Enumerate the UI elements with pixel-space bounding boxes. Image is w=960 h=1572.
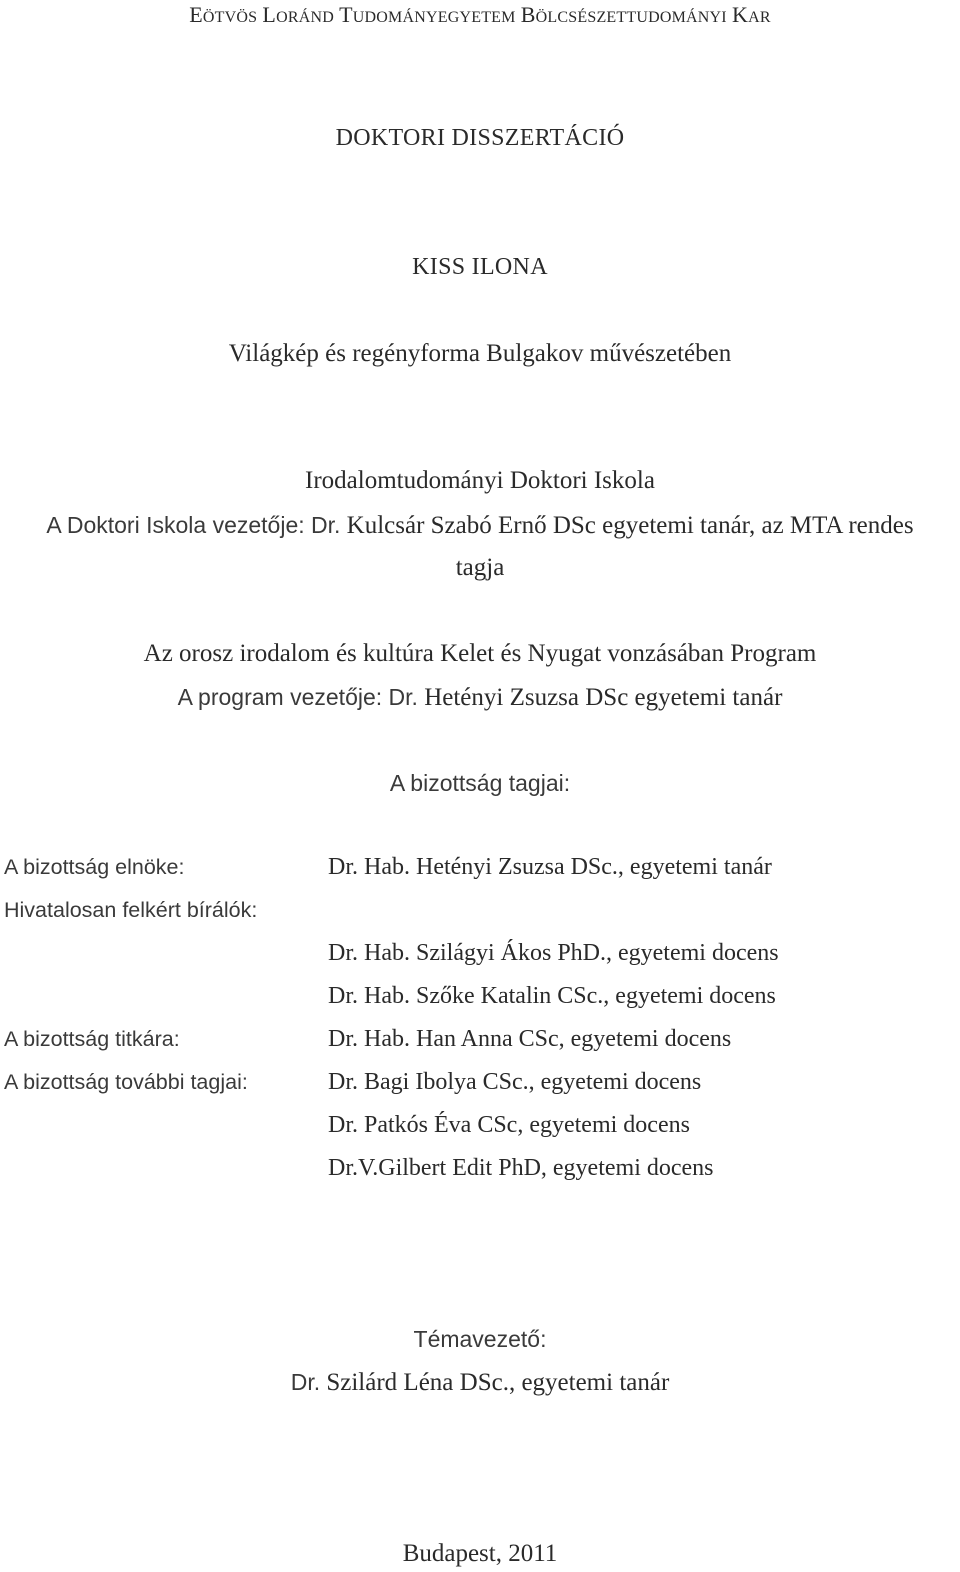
supervisor-name-prefix: Dr. [290,1369,321,1395]
program-leader-prefix: A program vezetője: Dr. [177,684,418,710]
program-name: Az orosz irodalom és kultúra Kelet és Nyugat vonzásában Program [143,640,817,667]
committee-member: Dr. Hab. Szilágyi Ákos PhD., egyetemi docens [328,940,779,966]
supervisor-label: Témavezető: [413,1326,547,1352]
doctoral-school-leader-prefix: A Doktori Iskola vezetője: Dr. [46,512,341,538]
place-and-date: Budapest, 2011 [402,1540,558,1567]
supervisor-name [0,1367,960,1398]
program-leader [0,682,960,713]
document-type: DOKTORI DISSZERTÁCIÓ [335,125,625,151]
committee-role-reviewers: Hivatalosan felkért bírálók: [4,898,258,922]
author-name: KISS ILONA [412,254,548,280]
faculty-header [0,0,960,33]
doctoral-school-leader-name: Kulcsár Szabó Ernő DSc egyetemi tanár, az MTA rendes [346,512,914,539]
program-leader-name: Hetényi Zsuzsa DSc egyetemi tanár [424,684,783,711]
faculty-word: BÖLCSÉSZETTUDOMÁNYI [520,2,727,27]
committee-member: Dr. Patkós Éva CSc, egyetemi docens [328,1112,690,1138]
committee-member: Dr. Hab. Han Anna CSc, egyetemi docens [328,1026,732,1052]
committee-member: Dr. Bagi Ibolya CSc., egyetemi docens [328,1069,702,1095]
committee-member: Dr.V.Gilbert Edit PhD, egyetemi docens [328,1155,714,1181]
faculty-word: TUDOMÁNYEGYETEM [339,2,516,27]
doctoral-school-leader [0,510,960,541]
faculty-word: EÖTVÖS [189,2,258,27]
committee-role-secretary: A bizottság titkára: [4,1027,180,1051]
committee-heading: A bizottság tagjai: [389,770,571,796]
committee-role-other-members: A bizottság további tagjai: [4,1070,248,1094]
committee-role-chair: A bizottság elnöke: [4,855,185,879]
faculty-word: KAR [732,2,771,27]
doctoral-school-name: Irodalomtudományi Doktori Iskola [305,467,655,494]
committee-member: Dr. Hab. Szőke Katalin CSc., egyetemi docens [328,983,776,1009]
faculty-word: LORÁND [262,2,334,27]
doctoral-school-leader-continued: tagja [455,554,505,581]
committee-member: Dr. Hab. Hetényi Zsuzsa DSc., egyetemi tanár [328,854,772,880]
dissertation-title: Világkép és regényforma Bulgakov művészetében [228,340,732,367]
supervisor-name-rest: Szilárd Léna DSc., egyetemi tanár [326,1369,670,1396]
